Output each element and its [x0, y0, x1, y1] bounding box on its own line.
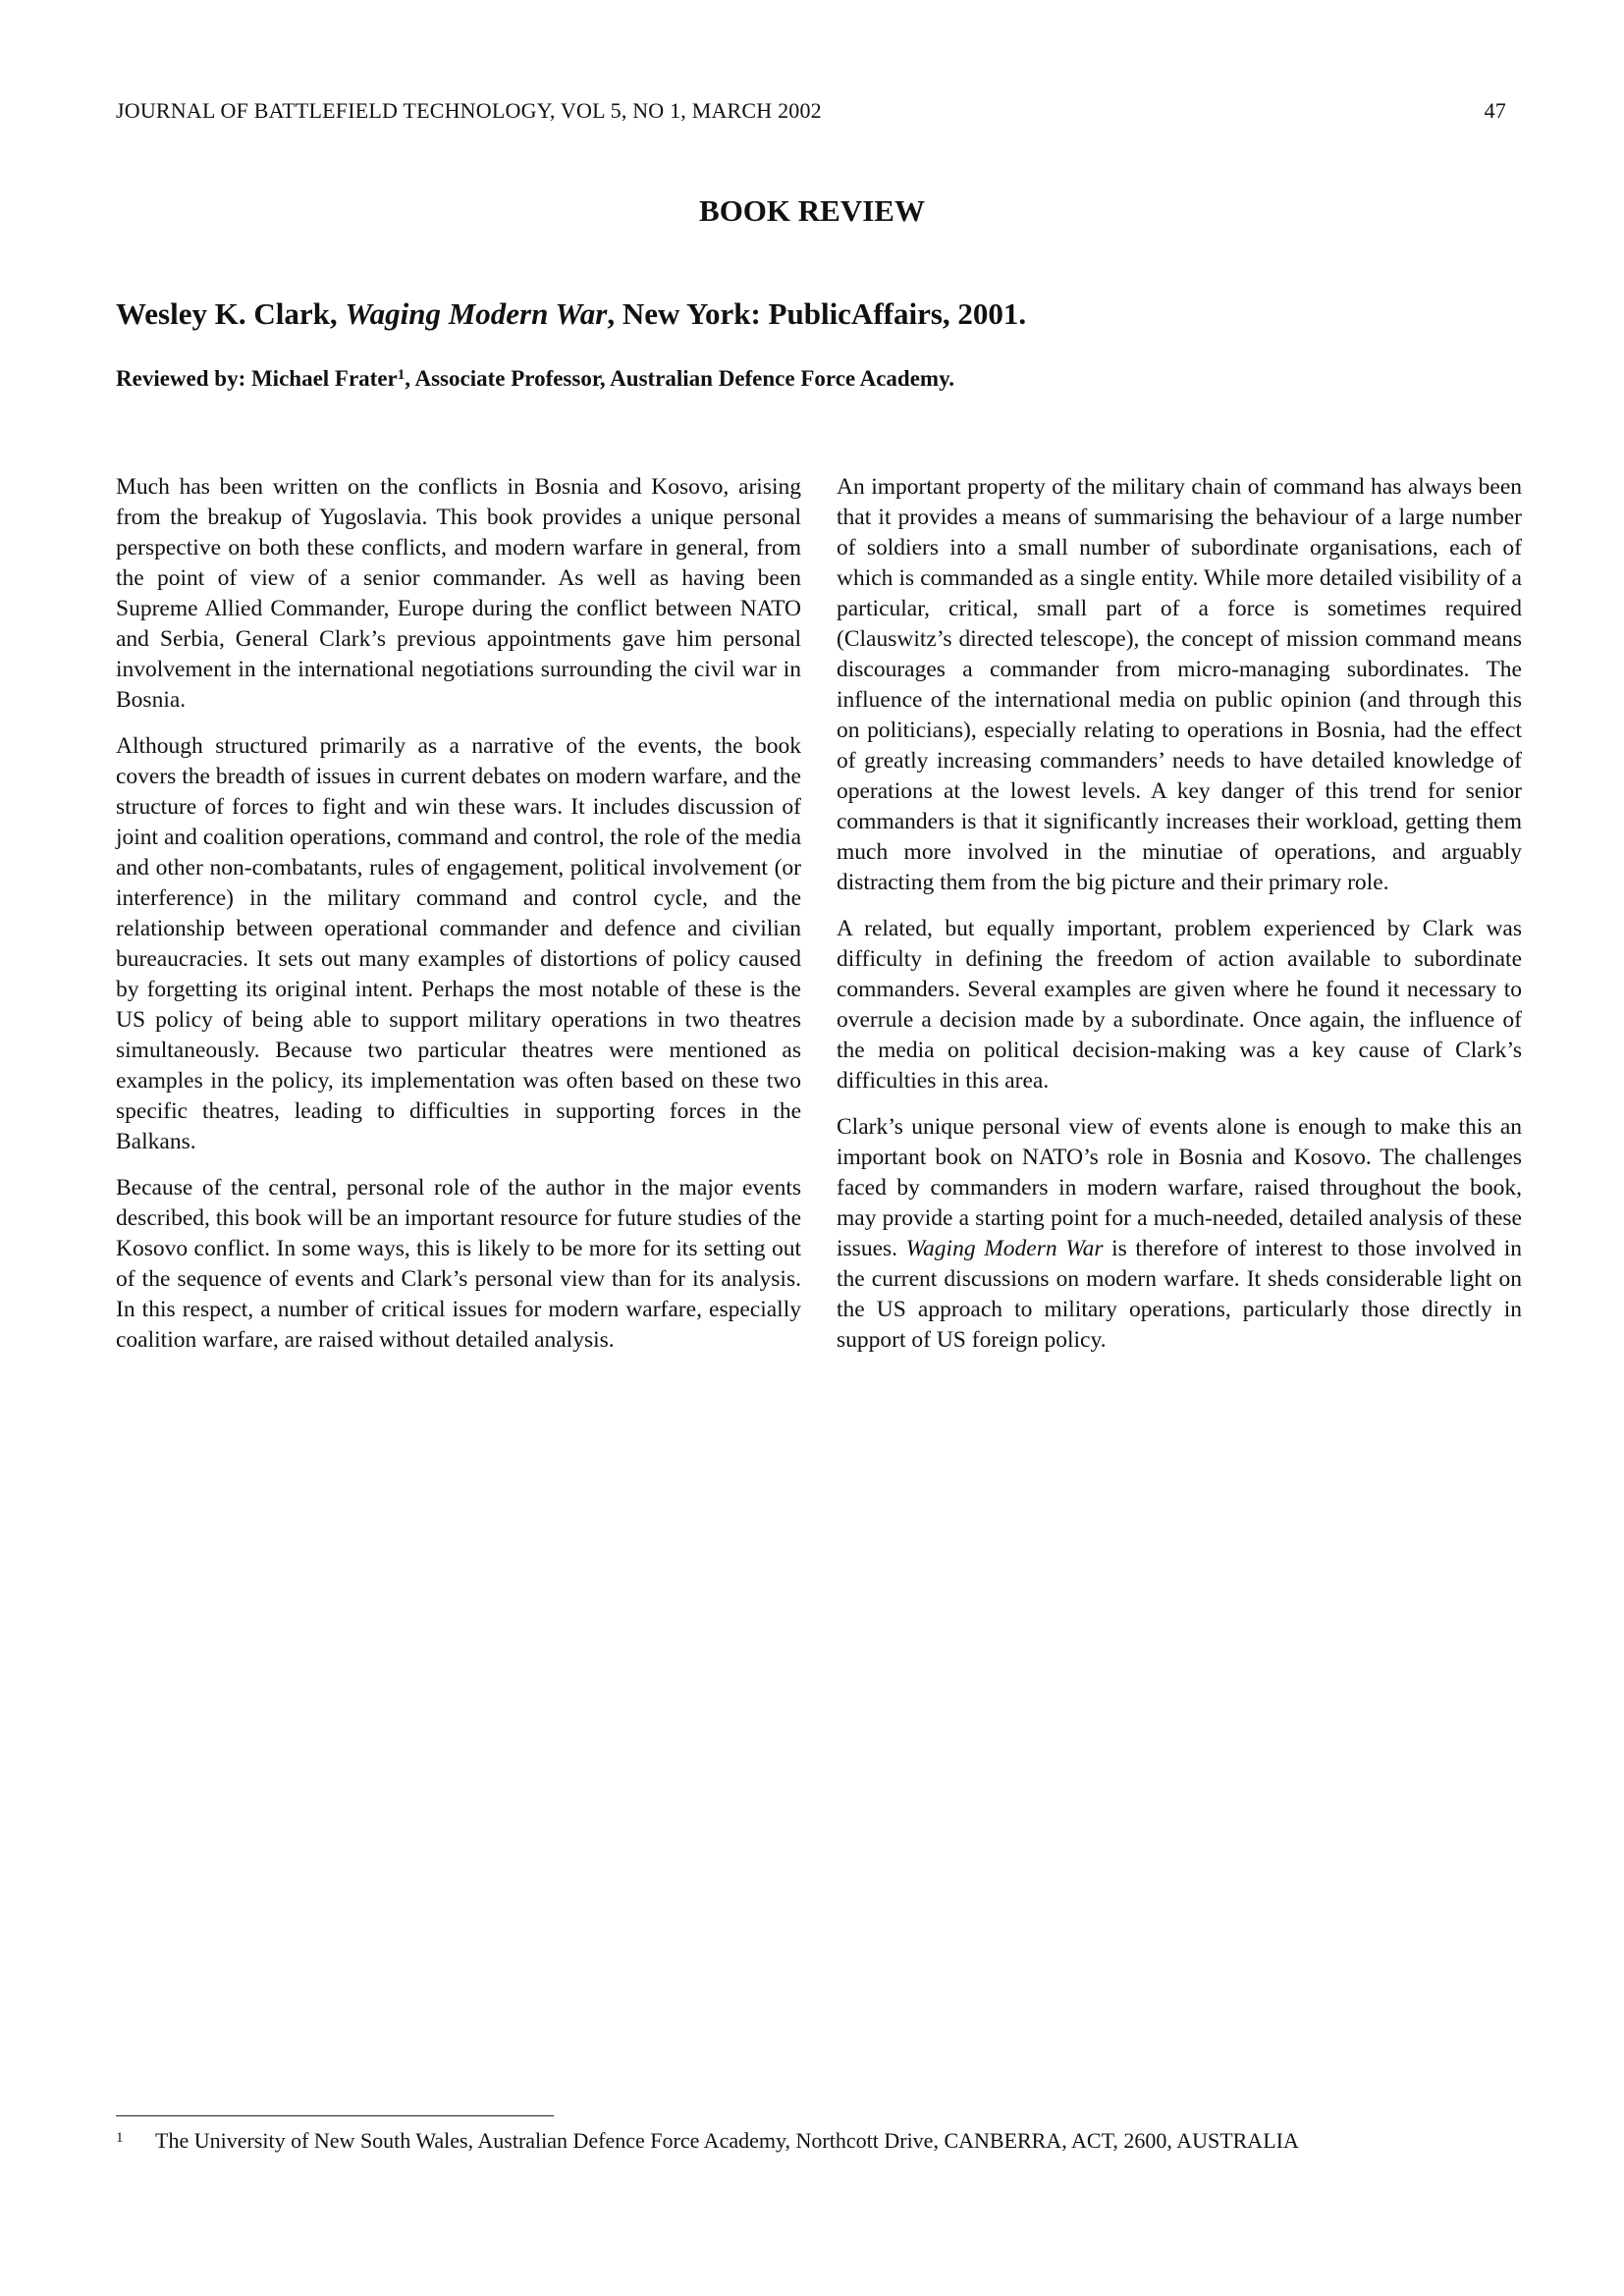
paragraph — [837, 1112, 1522, 1356]
paragraph: Although structured primarily as a narrative of the events, the book covers the breadth of issues in current debates on modern warfare, and the structure of forces to fight and win these wars. It includes discussion of joint and coalition operations, command and control, the role of the media and other non-combatants, rules of engagement, political involvement (or interference) in the military command and control cycle, and the relationship between operational commander and defence and civilian bureaucracies. It sets out many examples of distortions of policy caused by forgetting its original intent. Perhaps the most notable of these is the US policy of being able to support military operations in two theatres simultaneously. Because two particular theatres were mentioned as examples in the policy, its implementation was often based on these two specific theatres, leading to difficulties in supporting forces in the Balkans. — [116, 733, 801, 1154]
inline-book-title: Waging Modern War — [905, 1236, 1104, 1261]
reviewer-affiliation: , Associate Professor, Australian Defence Force Academy. — [405, 366, 955, 391]
footnote-text: The University of New South Wales, Australian Defence Force Academy, Northcott Drive, CANBERRA, ACT, 2600, AUSTRALIA — [155, 2128, 1299, 2153]
footnote-reference: 1 — [397, 367, 406, 383]
reviewer-name: Reviewed by: Michael Frater — [116, 366, 398, 391]
right-column — [837, 472, 1522, 1371]
citation-author: Wesley K. Clark, — [116, 296, 338, 331]
paragraph-text: Clark’s unique personal view of events alone is enough to make this an important book on NATO’s role in Bosnia and Kosovo. The challenges faced by commanders in modern warfare, raised throughout the book, may provide a starting point for a much-needed, detailed analysis of these issues. — [837, 1114, 1522, 1261]
reviewer-line — [116, 366, 1510, 392]
footnote — [116, 2128, 1510, 2154]
left-column — [116, 472, 801, 1371]
paragraph: Because of the central, personal role of the author in the major events described, this book will be an important resource for future studies of the Kosovo conflict. In some ways, this is likely to be more for its setting out of the sequence of events and Clark’s personal view than for its analysis. In this respect, a number of critical issues for modern warfare, especially coalition warfare, are raised without detailed analysis. — [116, 1175, 801, 1353]
page-number: 47 — [1484, 98, 1506, 123]
citation-book-title: Waging Modern War — [345, 296, 608, 331]
journal-name: JOURNAL OF BATTLEFIELD TECHNOLOGY, VOL 5, NO 1, MARCH 2002 — [116, 98, 822, 123]
section-title: BOOK REVIEW — [699, 193, 925, 228]
book-citation — [116, 296, 1510, 332]
paragraph-text: is therefore of interest to those involved in the current discussions on modern warfare. It sheds considerable light on the US approach to military operations, particularly those directly in support of US foreign policy. — [837, 1236, 1523, 1353]
running-header — [116, 98, 1506, 124]
citation-publisher: , New York: PublicAffairs, 2001. — [607, 296, 1027, 331]
footnote-mark: 1 — [116, 2130, 124, 2146]
paragraph: Much has been written on the conflicts in Bosnia and Kosovo, arising from the breakup of Yugoslavia. This book provides a unique personal perspective on both these conflicts, and modern warfare in general, from the point of view of a senior commander. As well as having been Supreme Allied Commander, Europe during the conflict between NATO and Serbia, General Clark’s previous appointments gave him personal involvement in the international negotiations surrounding the civil war in Bosnia. — [116, 474, 801, 713]
footnote-divider — [116, 2115, 554, 2116]
paragraph: A related, but equally important, problem experienced by Clark was difficulty in defining the freedom of action available to subordinate commanders. Several examples are given where he found it necessary to overrule a decision made by a subordinate. Once again, the influence of the media on political decision-making was a key cause of Clark’s difficulties in this area. — [837, 916, 1522, 1094]
paragraph: An important property of the military chain of command has always been that it provides a means of summarising the behaviour of a large number of soldiers into a small number of subordinate organisations, each of which is commanded as a single entity. While more detailed visibility of a particular, critical, small part of a force is sometimes required (Clauswitz’s directed telescope), the concept of mission command means discourages a commander from micro-managing subordinates. The influence of the international media on public opinion (and through this on politicians), especially relating to operations in Bosnia, had the effect of greatly increasing commanders’ needs to have detailed knowledge of operations at the lowest levels. A key danger of this trend for senior commanders is that it significantly increases their workload, getting them much more involved in the minutiae of operations, and arguably distracting them from the big picture and their primary role. — [837, 474, 1522, 895]
